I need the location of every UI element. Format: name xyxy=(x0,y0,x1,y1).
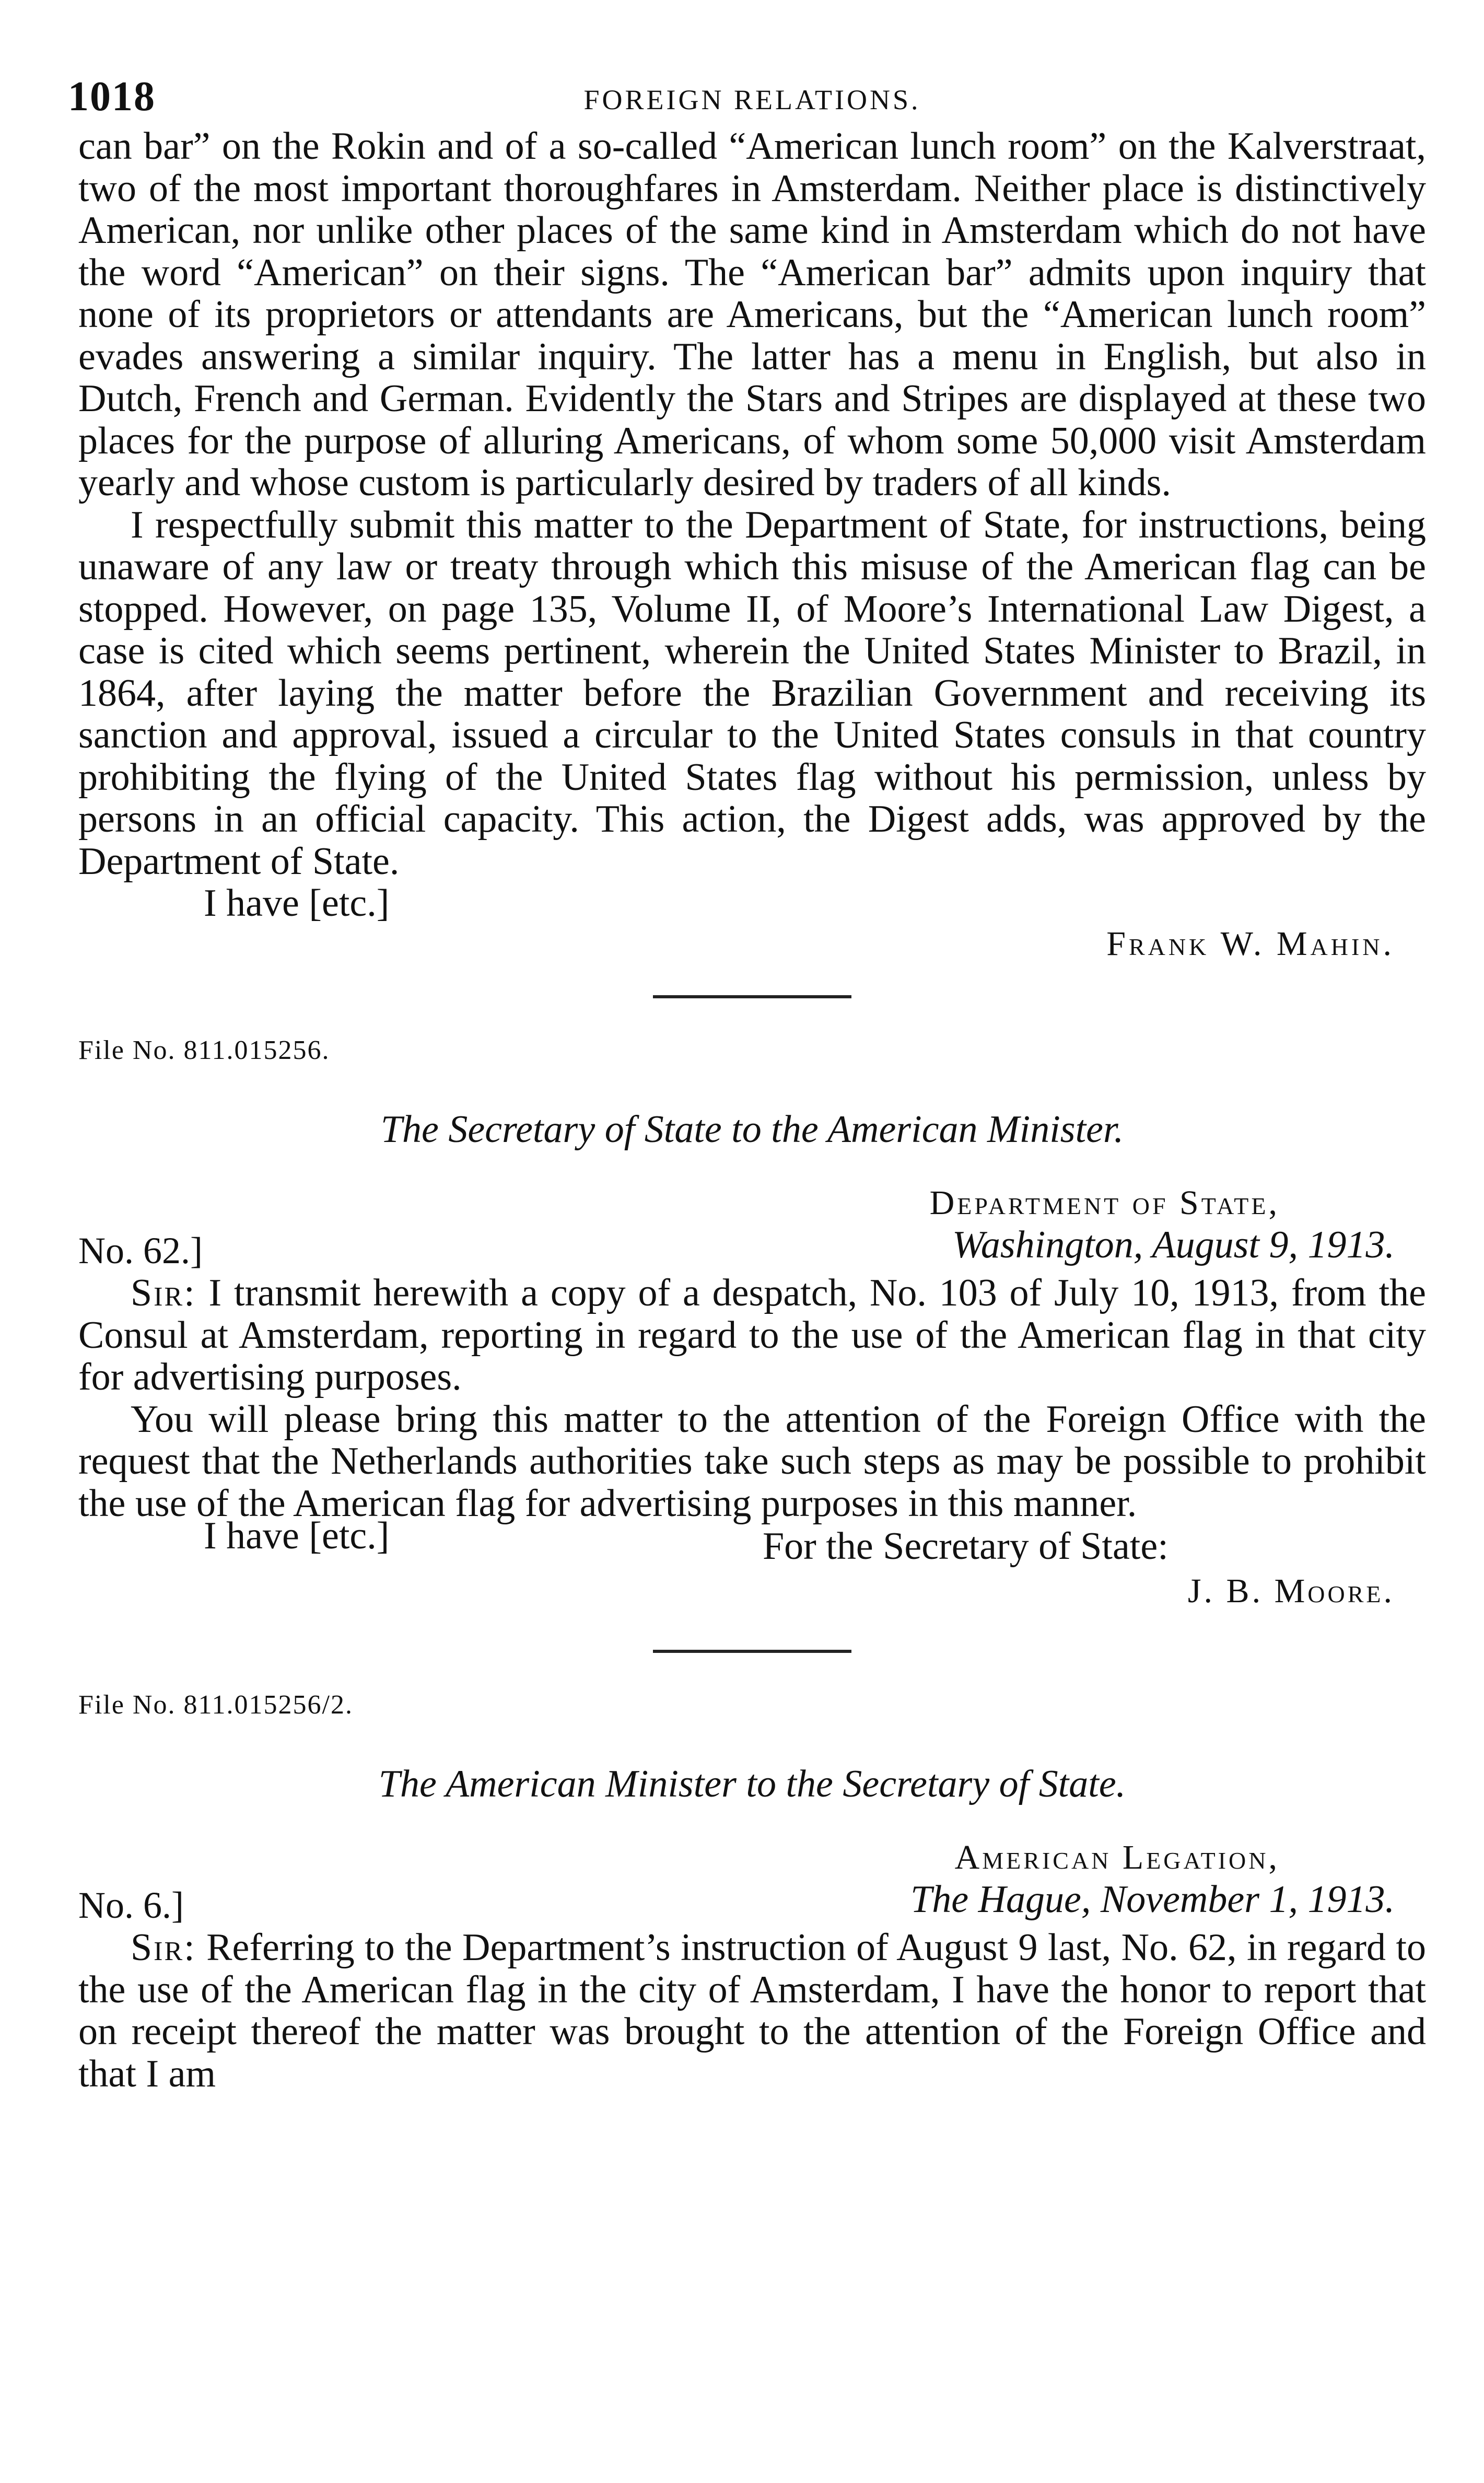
running-head: FOREIGN RELATIONS. xyxy=(583,84,921,115)
section-divider xyxy=(653,1650,851,1653)
salutation: Sir: xyxy=(131,1926,196,1969)
signature: J. B. Moore. xyxy=(1187,1572,1395,1610)
page-header xyxy=(68,63,1426,125)
signature: Frank W. Mahin. xyxy=(1106,925,1395,963)
body-paragraph xyxy=(78,1272,1426,1398)
document-page xyxy=(68,63,1426,2445)
page-number: 1018 xyxy=(68,74,156,120)
document-title: The Secretary of State to the American Minister. xyxy=(380,1108,1124,1151)
document-number: No. 6.] xyxy=(78,1884,184,1926)
body-paragraph: I respectfully submit this matter to the Department of State, for instructions, being unaware of any law or treaty through which this misuse of the American flag can be stopped. However, on page 135, Volume II, of Moore’s International Law Digest, a case is cited which seems pertinent, wherein the United States Minister to Brazil, in 1864, after laying the matter before the Brazilian Government and receiving its sanction and approval, issued a circular to the United States consuls in that country prohibiting the flying of the United States flag without his permission, unless by persons in an official capacity. This action, the Digest adds, was approved by the Department of State. xyxy=(78,503,1426,883)
file-number: File No. 811.015256. xyxy=(78,1035,330,1065)
dateline xyxy=(78,1183,1426,1272)
body-paragraph xyxy=(78,1927,1426,2095)
salutation: Sir: xyxy=(131,1272,196,1314)
dateline-place-date: Washington, August 9, 1913. xyxy=(952,1223,1395,1266)
file-number: File No. 811.015256/2. xyxy=(78,1690,353,1720)
section-divider xyxy=(653,995,851,998)
dateline-office: American Legation, xyxy=(954,1838,1280,1876)
closing-line: I have [etc.] xyxy=(204,1514,390,1557)
paragraph-text: I transmit herewith a copy of a despatch, No. 103 of July 10, 1913, from the Consul at Amsterdam, reporting in regard to the use of the American flag in that city for advertising purposes. xyxy=(78,1272,1426,1398)
document-number: No. 62.] xyxy=(78,1230,203,1272)
signature-for: For the Secretary of State: xyxy=(763,1525,1168,1568)
closing-line: I have [etc.] xyxy=(204,882,390,925)
body-paragraph: You will please bring this matter to the attention of the Foreign Office with the request that the Netherlands authorities take such steps as may be possible to prohibit the use of the American flag for advertising purposes in this manner. xyxy=(78,1397,1426,1525)
body-paragraph: can bar” on the Rokin and of a so-called “American lunch room” on the Kalverstraat, two of the most important thoroughfares in Amsterdam. Neither place is distinctively American, nor unlike other places of the same kind in Amsterdam which do not have the word “American” on their signs. The “American bar” admits upon inquiry that none of its proprietors or attendants are Americans, but the “American lunch room” evades answering a similar inquiry. The latter has a menu in English, but also in Dutch, French and German. Evidently the Stars and Stripes are displayed at these two places for the purpose of alluring Americans, of whom some 50,000 visit Amsterdam yearly and whose custom is particularly desired by traders of all kinds. xyxy=(78,125,1426,504)
dateline-office: Department of State, xyxy=(929,1184,1280,1222)
dateline xyxy=(78,1838,1426,1926)
paragraph-text: Referring to the Department’s instruction of August 9 last, No. 62, in regard to the use of the American flag in the city of Amsterdam, I have the honor to report that on receipt thereof the matter was brought to the attention of the Foreign Office and that I am xyxy=(78,1926,1426,2095)
signature-block xyxy=(78,1514,1426,1618)
dateline-place-date: The Hague, November 1, 1913. xyxy=(910,1878,1395,1921)
document-title: The American Minister to the Secretary of State. xyxy=(378,1763,1126,1805)
